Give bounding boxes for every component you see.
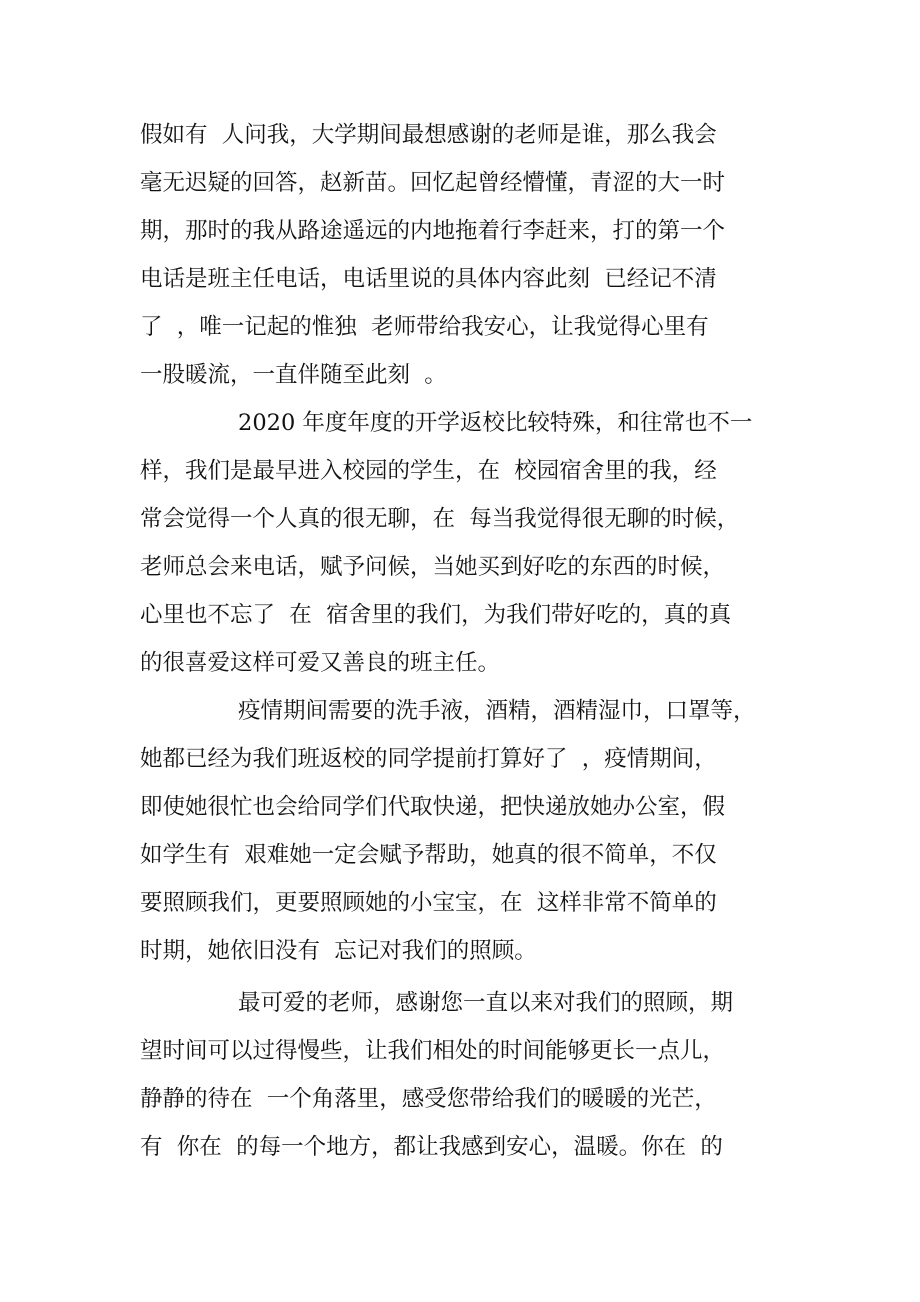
text-line: 老师总会来电话，赋予问候，当她买到好吃的东西的时候， bbox=[140, 554, 726, 580]
text-line: 了 ，唯一记起的惟独 老师带给我安心，让我觉得心里有 bbox=[140, 314, 709, 340]
text-line: 样，我们是最早进入校园的学生，在 校园宿舍里的我，经 bbox=[140, 458, 717, 484]
text-line: 期，那时的我从路途遥远的内地拖着行李赶来，打的第一个 bbox=[140, 218, 726, 244]
text-line: 望时间可以过得慢些，让我们相处的时间能够更长一点儿， bbox=[140, 1038, 726, 1064]
text-line: 电话是班主任电话，电话里说的具体内容此刻 已经记不清 bbox=[140, 266, 717, 292]
text-line: 心里也不忘了 在 宿舍里的我们，为我们带好吃的，真的真 bbox=[140, 602, 732, 628]
text-line: 一股暖流，一直伴随至此刻 。 bbox=[140, 362, 447, 388]
text-line: 2020 年度年度的开学返校比较特殊，和往常也不一 bbox=[238, 410, 753, 436]
text-line: 有 你在 的每一个地方，都让我感到安心，温暖。你在 的 bbox=[140, 1134, 723, 1160]
text-line: 要照顾我们，更要照顾她的小宝宝，在 这样非常不简单的 bbox=[140, 890, 717, 916]
text-line: 疫情期间需要的洗手液，酒精，酒精湿巾，口罩等， bbox=[238, 698, 756, 724]
text-line: 时期，她依旧没有 忘记对我们的照顾。 bbox=[140, 938, 537, 964]
text-line: 如学生有 艰难她一定会赋予帮助，她真的很不简单，不仅 bbox=[140, 842, 717, 868]
text-line: 常会觉得一个人真的很无聊，在 每当我觉得很无聊的时候， bbox=[140, 506, 740, 532]
text-line: 即使她很忙也会给同学们代取快递，把快递放她办公室，假 bbox=[140, 794, 726, 820]
text-line: 的很喜爱这样可爱又善良的班主任。 bbox=[140, 650, 501, 676]
text-line: 她都已经为我们班返校的同学提前打算好了 ，疫情期间， bbox=[140, 746, 717, 772]
text-line: 静静的待在 一个角落里，感受您带给我们的暖暖的光芒， bbox=[140, 1086, 717, 1112]
text-line: 假如有 人问我，大学期间最想感谢的老师是谁，那么我会 bbox=[140, 122, 717, 148]
text-line: 毫无迟疑的回答，赵新苗。回忆起曾经懵懂，青涩的大一时 bbox=[140, 170, 726, 196]
text-line: 最可爱的老师，感谢您一直以来对我们的照顾，期 bbox=[238, 990, 734, 1016]
